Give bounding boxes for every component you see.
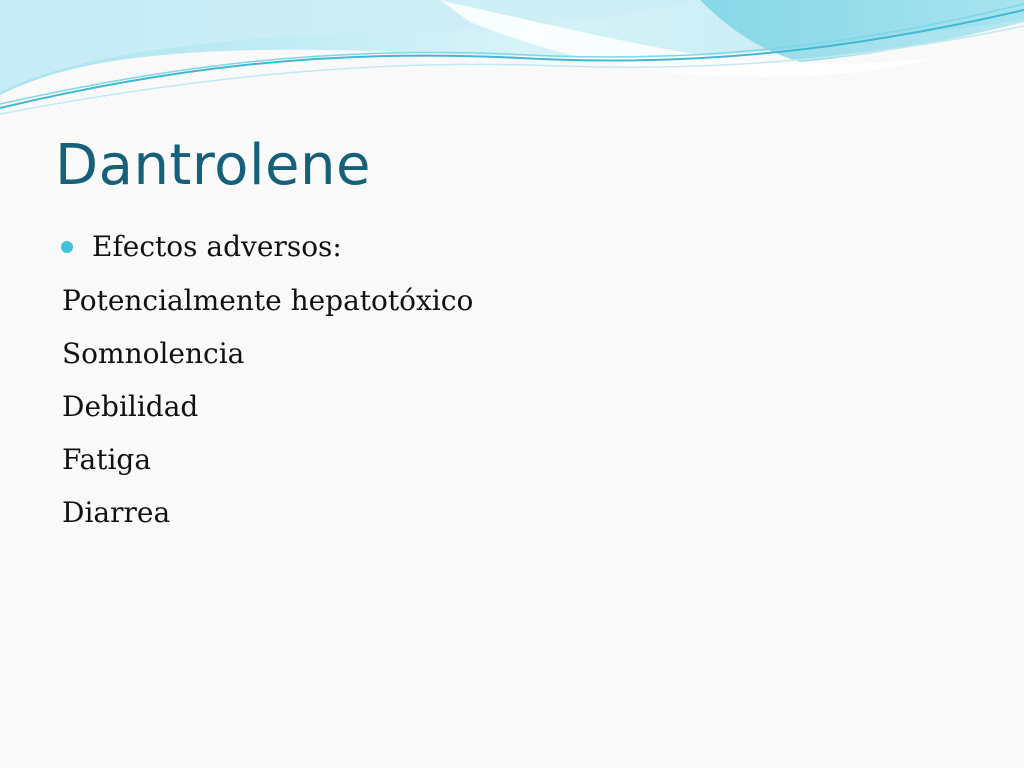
list-item: Somnolencia bbox=[62, 337, 245, 370]
bullet-item bbox=[62, 220, 962, 274]
bullet-dot-icon bbox=[61, 241, 73, 253]
list-item: Potencialmente hepatotóxico bbox=[62, 284, 474, 317]
bullet-text: Efectos adversos: bbox=[92, 230, 342, 263]
list-item: Debilidad bbox=[62, 390, 199, 423]
list-item: Fatiga bbox=[62, 443, 152, 476]
wave-decoration bbox=[0, 0, 1024, 130]
slide-title: Dantrolene bbox=[55, 133, 371, 198]
slide-body bbox=[62, 220, 962, 539]
list-item: Diarrea bbox=[62, 496, 171, 529]
